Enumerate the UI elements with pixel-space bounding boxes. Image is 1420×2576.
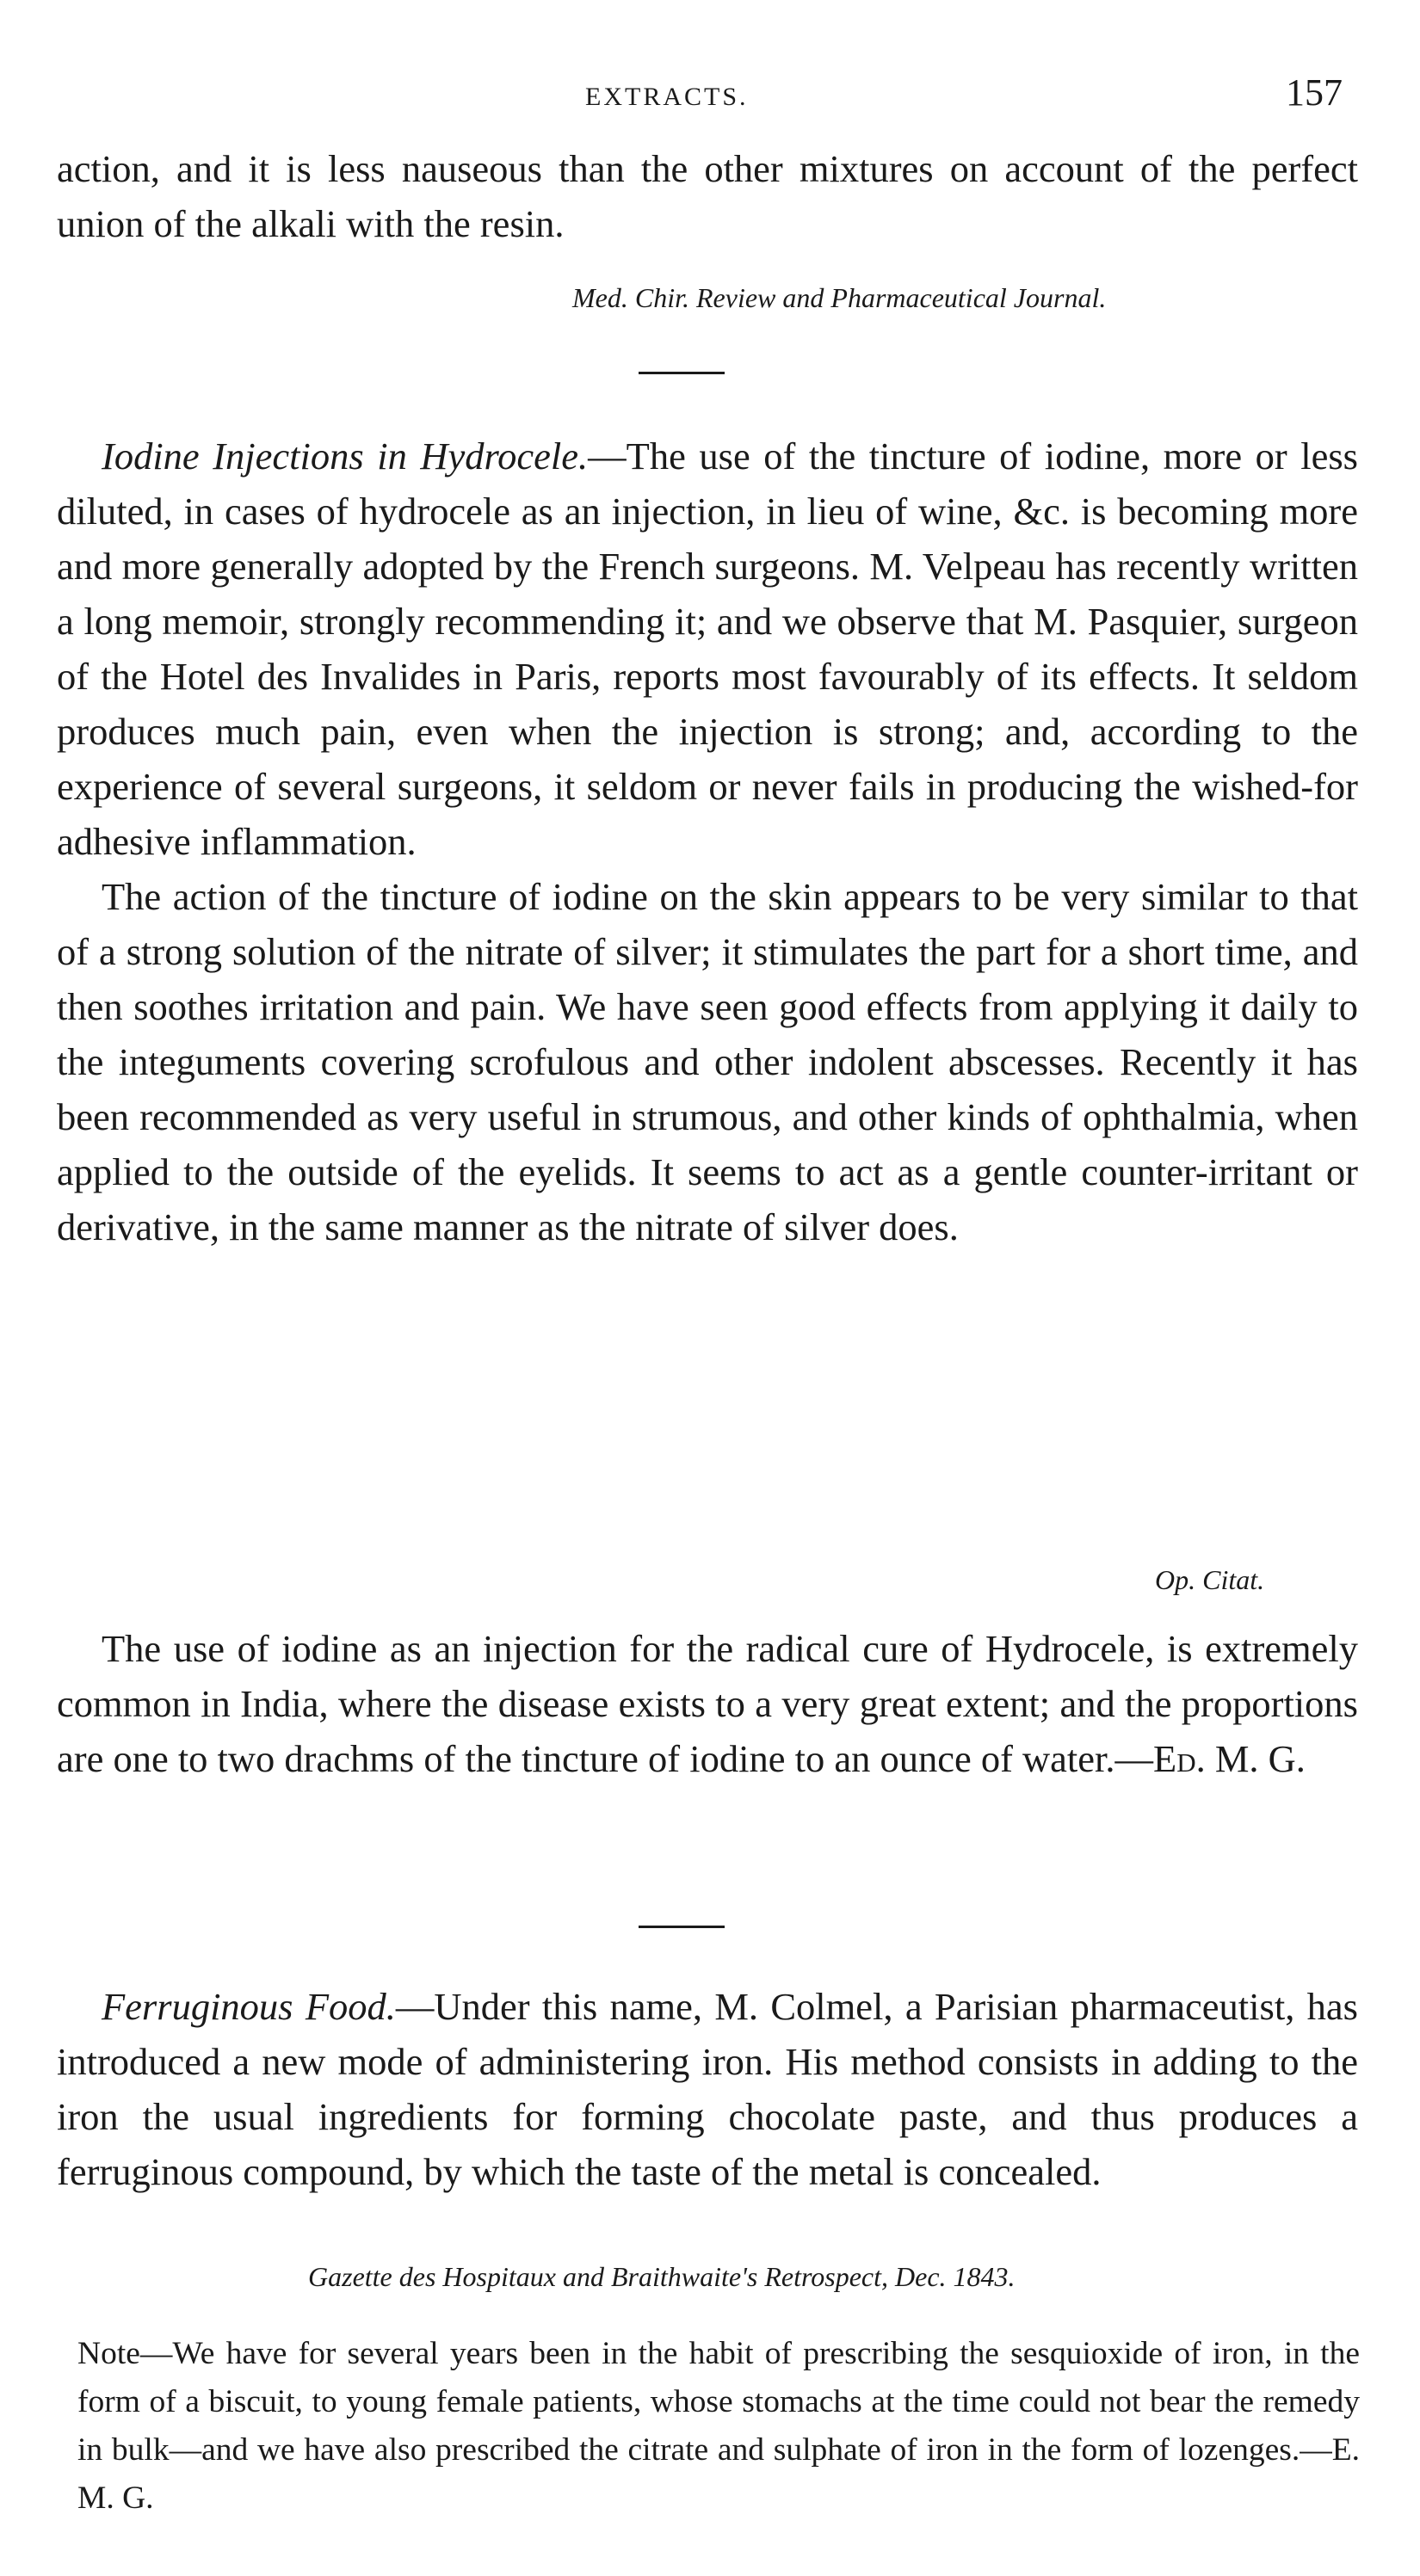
article-iodine-paragraph-2: The action of the tincture of iodine on the skin appears to be very similar to that of a strong solution of the nitrate of silver; it stimulates the part for a short time, and then soothes irritation and pain. We have seen good effects from applying it daily to the integuments covering scrofulous and other indolent abscesses. Recently it has been recommended as very useful in strumous, and other kinds of ophthalmia, when applied to the outside of the eyelids. It seems to act as a gentle counter-irritant or derivative, in the same manner as the nitrate of silver does. [57, 875, 1358, 1248]
article-continuation: action, and it is less nauseous than the other mixtures on account of the perfect union of the alkali with the resin. [57, 147, 1358, 245]
section-divider-1 [639, 372, 725, 374]
article-ferruginous-text: —Under this name, M. Colmel, a Parisian pharmaceutist, has introduced a new mode of administering iron. His method consists in adding to the iron the usual ingredients for forming chocolate paste, and thus produces a ferruginous compound, by which the taste of the metal is concealed. [57, 1985, 1358, 2193]
article-iodine-text-1: —The use of the tincture of iodine, more or less diluted, in cases of hydrocele as an injection, in lieu of wine, &c. is becoming more and more generally adopted by the French surgeons. M. Velpeau has recently written a long memoir, strongly recommending it; and we observe that M. Pasquier, surgeon of the Hotel des Invalides in Paris, reports most favourably of its effects. It seldom produces much pain, even when the injection is strong; and, according to the experience of several surgeons, it seldom or never fails in producing the wished-for adhesive inflammation. [57, 434, 1358, 863]
footnote: Note—We have for several years been in the habit of prescribing the sesquioxide of iron, in the form of a biscuit, to young female patients, whose stomachs at the time could not bear the remedy in bulk—and we have also prescribed the citrate and sulphate of iron in the form of lozenges.—E. M. G. [77, 2336, 1360, 2516]
article1-citation: Med. Chir. Review and Pharmaceutical Journal. [572, 282, 1107, 313]
editor-note-iodine [57, 1621, 1358, 1786]
section-divider-2 [639, 1926, 725, 1928]
article-ferruginous-title: Ferruginous Food. [102, 1985, 396, 2028]
page-number: 157 [1286, 71, 1343, 114]
running-head: EXTRACTS. [585, 83, 749, 111]
article-iodine [57, 428, 1358, 1254]
editor-signature: —Ed. M. G. [1114, 1737, 1306, 1780]
editor-note-paragraph [57, 1621, 1358, 1786]
article-ferruginous [57, 1979, 1358, 2199]
article3-citation: Gazette des Hospitaux and Braithwaite's Retrospect, Dec. 1843. [308, 2261, 1016, 2292]
article2-citation: Op. Citat. [1155, 1564, 1265, 1595]
article-iodine-title: Iodine Injections in Hydrocele. [102, 434, 589, 478]
editor-note-text: The use of iodine as an injection for the radical cure of Hydrocele, is extremely common in India, where the disease exists to a very great extent; and the proportions are one to two drachms of the tincture of iodine to an ounce of water. [57, 1627, 1358, 1780]
page-header [103, 71, 1368, 122]
article-iodine-paragraph-1 [57, 428, 1358, 869]
article-ferruginous-paragraph [57, 1979, 1358, 2199]
